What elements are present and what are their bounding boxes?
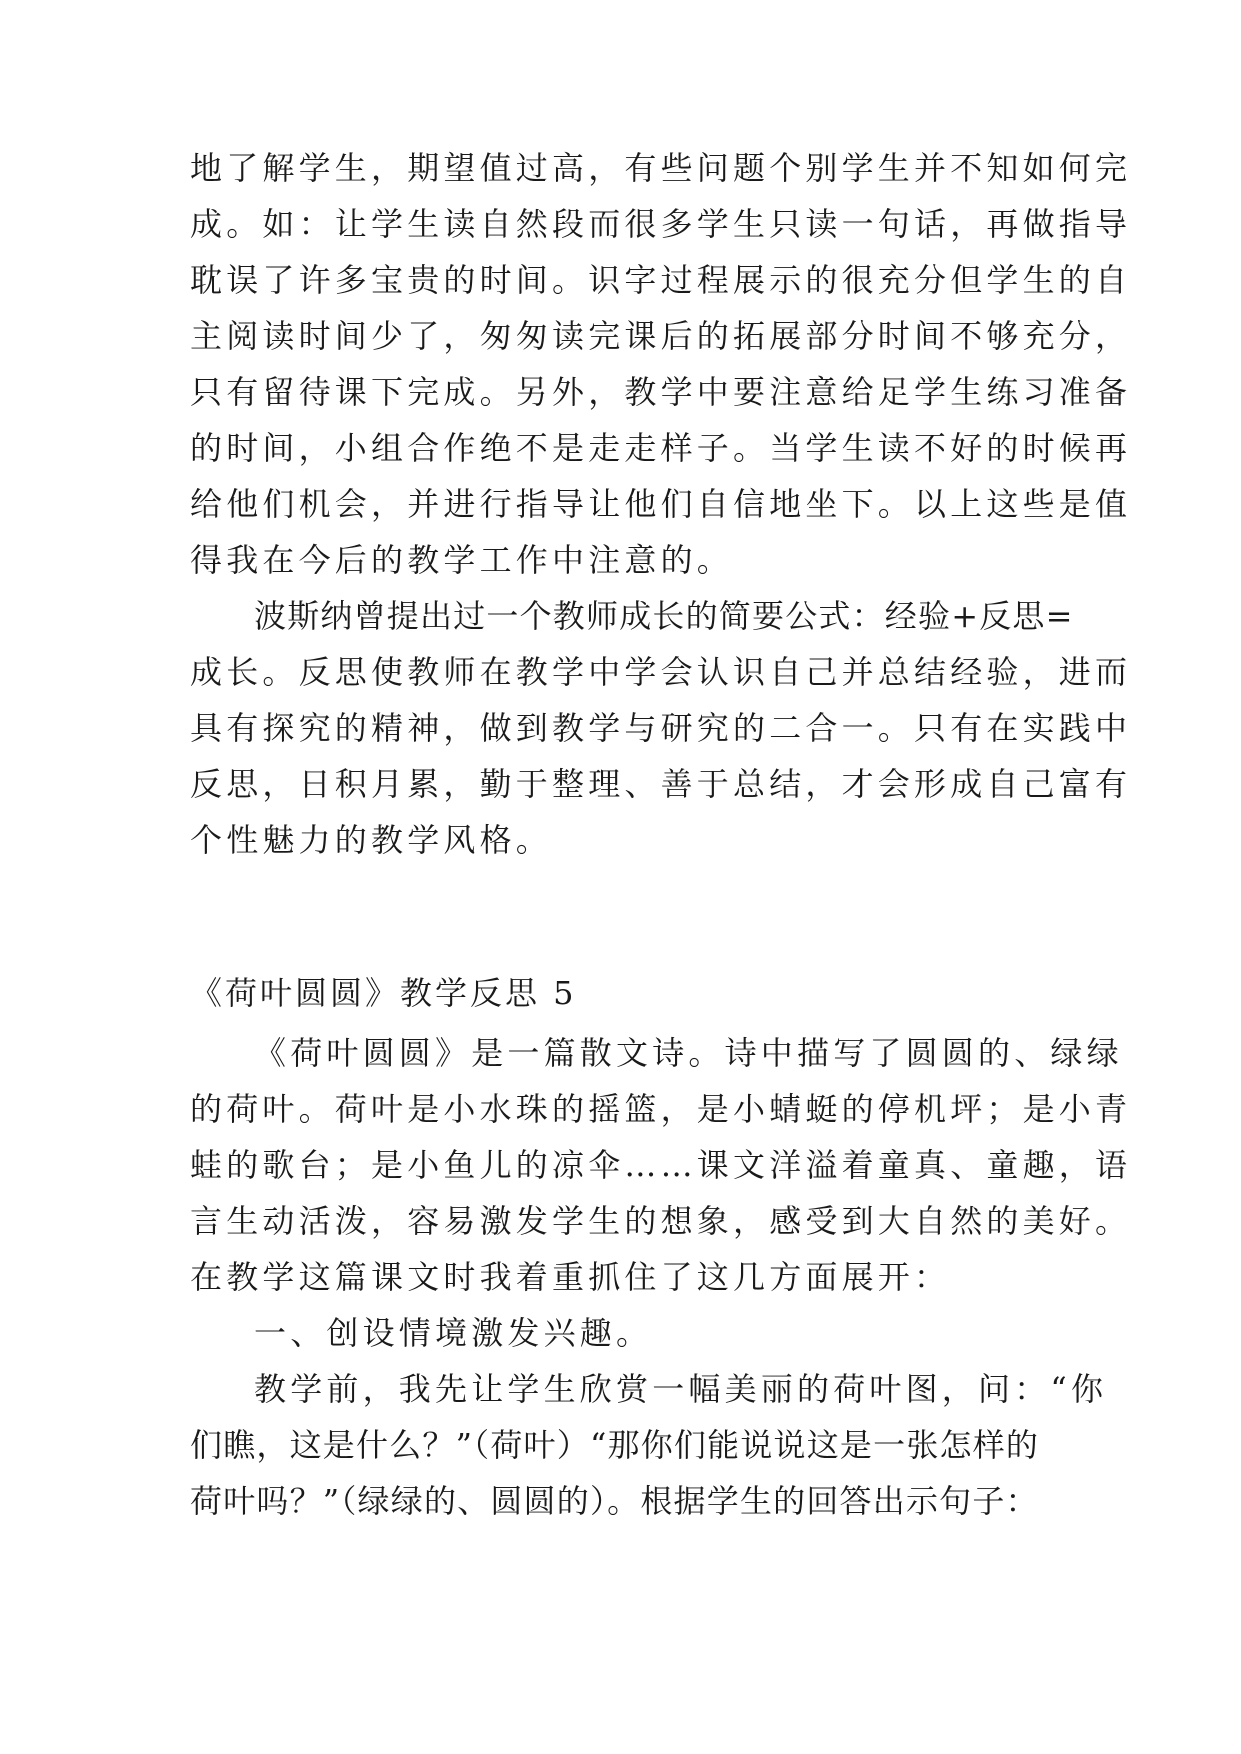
paragraph-line: 主阅读时间少了，匆匆读完课后的拓展部分时间不够充分， [190, 317, 1132, 355]
paragraph-line: 荷叶吗？”（绿绿的、圆圆的）。根据学生的回答出示句子： [190, 1482, 1039, 1520]
paragraph-first-line: 《荷叶圆圆》是一篇散文诗。诗中描写了圆圆的、绿绿 [254, 1034, 1123, 1072]
section-heading: 《荷叶圆圆》教学反思 5 [190, 974, 577, 1012]
subheading: 一、创设情境激发兴趣。 [254, 1314, 653, 1352]
paragraph-line: 的荷叶。荷叶是小水珠的摇篮，是小蜻蜓的停机坪；是小青 [190, 1090, 1132, 1128]
paragraph-line: 在教学这篇课文时我着重抓住了这几方面展开： [190, 1258, 951, 1296]
paragraph-line: 只有留待课下完成。另外，教学中要注意给足学生练习准备 [190, 373, 1132, 411]
paragraph-line: 具有探究的精神，做到教学与研究的二合一。只有在实践中 [190, 709, 1132, 747]
paragraph-line: 蛙的歌台；是小鱼儿的凉伞……课文洋溢着童真、童趣，语 [190, 1146, 1132, 1184]
paragraph-line: 成长。反思使教师在教学中学会认识自己并总结经验，进而 [190, 653, 1132, 691]
paragraph-line: 耽误了许多宝贵的时间。识字过程展示的很充分但学生的自 [190, 261, 1132, 299]
paragraph-first-line: 教学前，我先让学生欣赏一幅美丽的荷叶图，问：“你 [254, 1370, 1108, 1408]
paragraph-line: 成。如：让学生读自然段而很多学生只读一句话，再做指导 [190, 205, 1132, 243]
paragraph-line: 们瞧，这是什么？”（荷叶）“那你们能说说这是一张怎样的 [190, 1426, 1040, 1464]
paragraph-line: 得我在今后的教学工作中注意的。 [190, 541, 734, 579]
paragraph-line: 个性魅力的教学风格。 [190, 821, 553, 859]
paragraph-first-line: 波斯纳曾提出过一个教师成长的简要公式：经验+反思= [254, 597, 1074, 635]
paragraph-line: 给他们机会，并进行指导让他们自信地坐下。以上这些是值 [190, 485, 1132, 523]
paragraph-line: 地了解学生，期望值过高，有些问题个别学生并不知如何完 [190, 149, 1132, 187]
paragraph-line: 的时间，小组合作绝不是走走样子。当学生读不好的时候再 [190, 429, 1132, 467]
paragraph-line: 反思，日积月累，勤于整理、善于总结，才会形成自己富有 [190, 765, 1132, 803]
paragraph-line: 言生动活泼，容易激发学生的想象，感受到大自然的美好。 [190, 1202, 1132, 1240]
